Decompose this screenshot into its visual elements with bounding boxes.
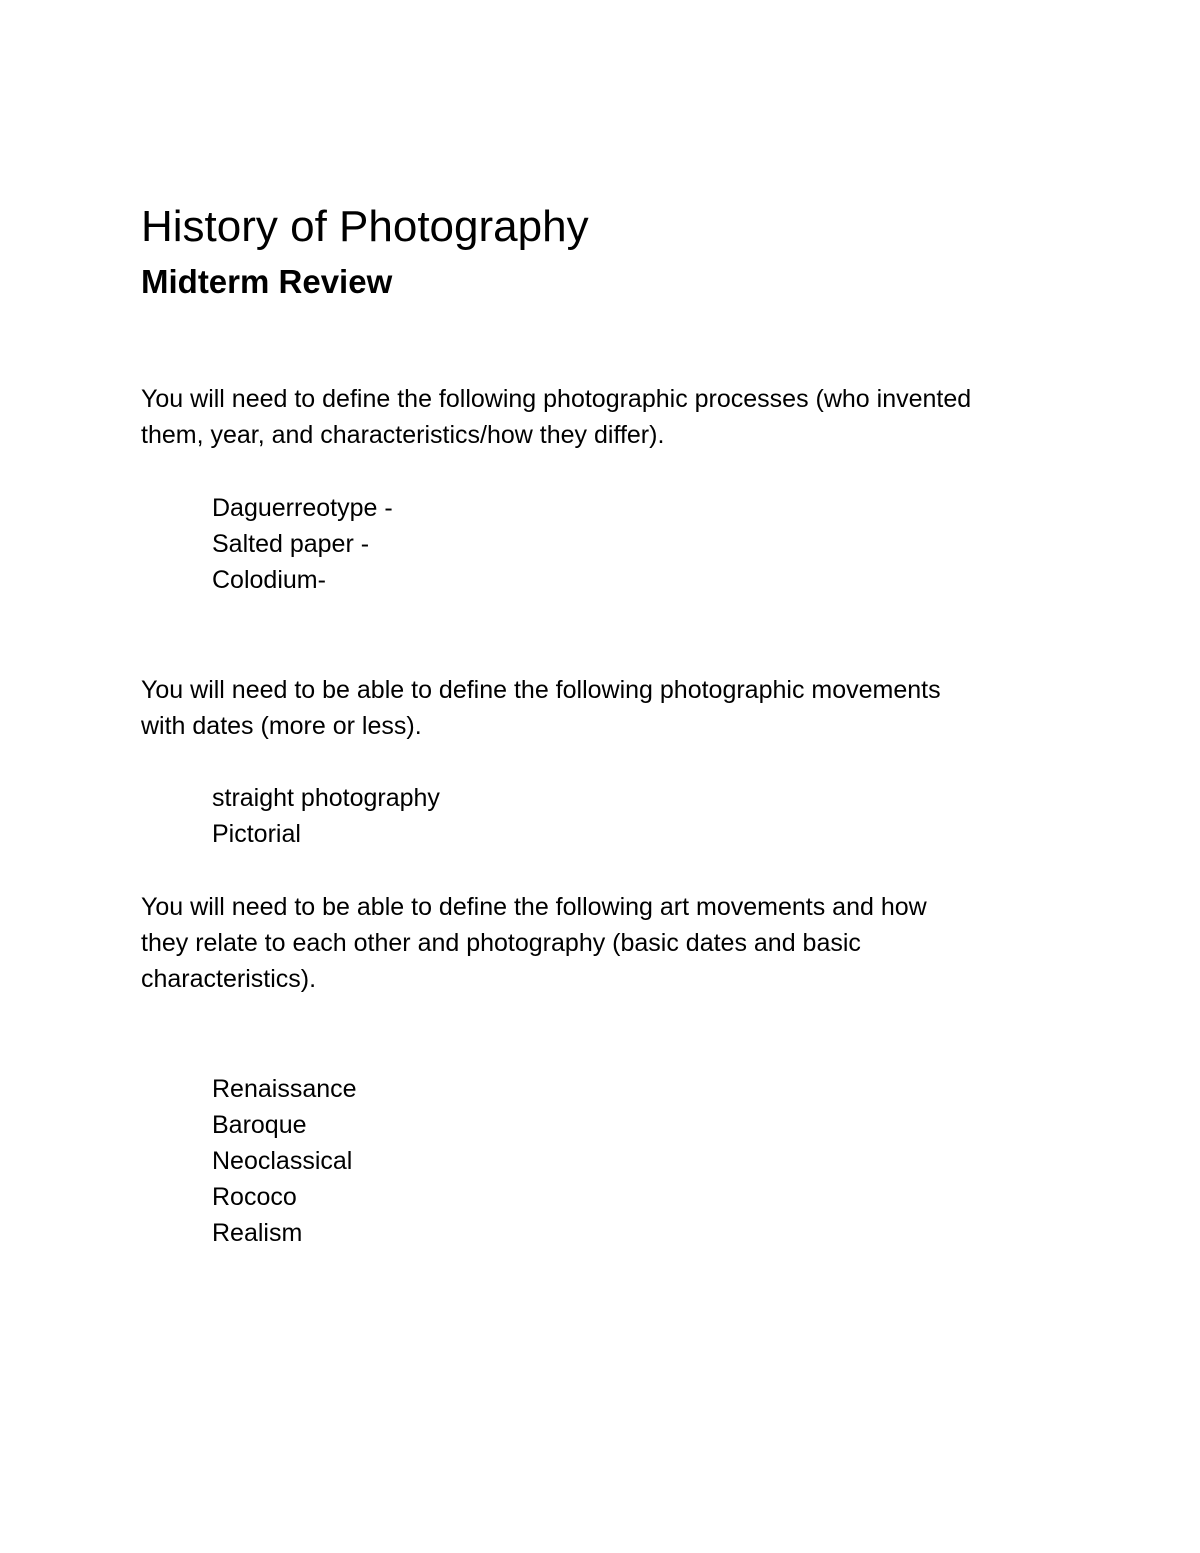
list-item: Pictorial [212, 820, 301, 848]
instruction-line: You will need to be able to define the following photographic movements [141, 676, 941, 704]
art-movements-instructions [141, 889, 1081, 997]
list-item: Renaissance [212, 1075, 357, 1103]
processes-list [212, 490, 393, 598]
art-movements-list [212, 1071, 357, 1251]
document-subtitle: Midterm Review [141, 263, 393, 300]
list-item: Daguerreotype - [212, 494, 393, 522]
instruction-line: You will need to define the following photographic processes (who invented [141, 385, 972, 413]
instruction-line: with dates (more or less). [141, 712, 422, 740]
list-item: Baroque [212, 1111, 307, 1139]
list-item: Salted paper - [212, 530, 370, 558]
instruction-line: them, year, and characteristics/how they differ). [141, 421, 665, 449]
list-item: Colodium- [212, 566, 326, 594]
instruction-line: they relate to each other and photography (basic dates and basic [141, 929, 861, 957]
photo-movements-list [212, 780, 440, 852]
list-item: Rococo [212, 1183, 297, 1211]
list-item: Neoclassical [212, 1147, 353, 1175]
list-item: Realism [212, 1219, 303, 1247]
document-title: History of Photography [141, 202, 589, 251]
instruction-line: characteristics). [141, 965, 317, 993]
photo-movements-instructions [141, 672, 1081, 744]
processes-instructions [141, 381, 1081, 453]
list-item: straight photography [212, 784, 440, 812]
instruction-line: You will need to be able to define the following art movements and how [141, 893, 927, 921]
